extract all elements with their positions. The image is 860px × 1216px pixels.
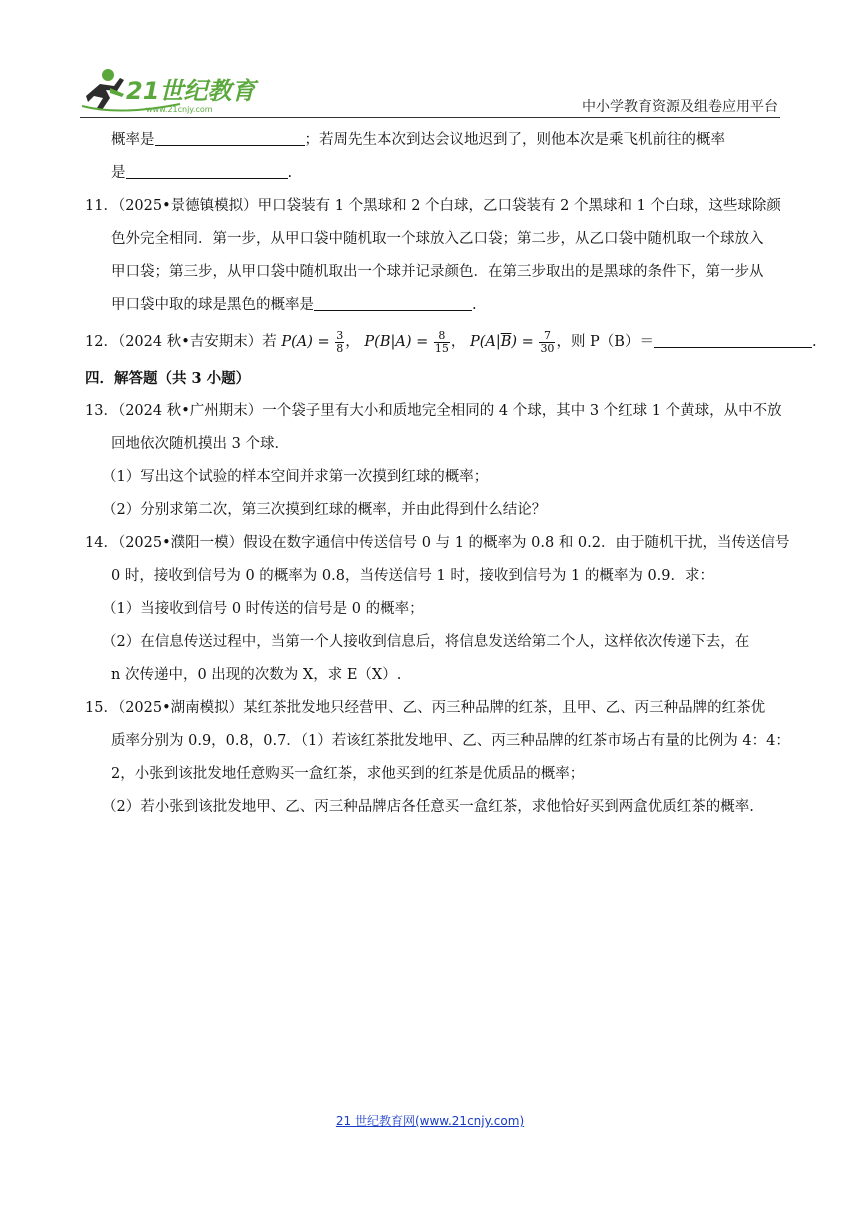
q11-line: 甲口袋；第三步，从甲口袋中随机取出一个球并记录颜色．在第三步取出的是黑球的条件下，第一步从 bbox=[111, 264, 764, 280]
q10-continuation-line1: 概率是 ；若周先生本次到达会议地迟到了，则他本次是乘飞机前往的概率 bbox=[85, 124, 779, 157]
question-12 bbox=[85, 322, 817, 362]
fraction: $\frac{7}{30}$ bbox=[540, 328, 555, 355]
answer-blank bbox=[126, 160, 288, 179]
question-13 bbox=[85, 395, 782, 527]
logo-url: www.21cnjy.com bbox=[146, 105, 213, 114]
q11-line: 11．（2025•景德镇模拟）甲口袋装有 1 个黑球和 2 个白球，乙口袋装有 2 个黑球和 1 个白球，这些球除颜 bbox=[85, 198, 781, 214]
q13-subquestion: （2）分别求第二次，第三次摸到红球的概率，并由此得到什么结论？ bbox=[102, 502, 547, 518]
q15-subquestion: （2）若小张到该批发地甲、乙、丙三种品牌店各任意买一盒红茶，求他恰好买到两盒优质红茶的概率. bbox=[102, 799, 754, 815]
question-11 bbox=[85, 190, 779, 322]
q15-line: 15．（2025•湖南模拟）某红茶批发地只经营甲、乙、丙三种品牌的红茶，且甲、乙、丙三种品牌的红茶优 bbox=[85, 700, 766, 716]
q11-line: 甲口袋中取的球是黑色的概率是 . bbox=[85, 289, 779, 322]
footer-link[interactable]: 21 世纪教育网(www.21cnjy.com) bbox=[335, 1114, 525, 1128]
question-14 bbox=[85, 527, 790, 692]
answer-blank bbox=[155, 127, 305, 146]
q11-line: 色外完全相同．第一步，从甲口袋中随机取一个球放入乙口袋；第二步，从乙口袋中随机取一个球放入 bbox=[111, 231, 764, 247]
platform-name: 中小学教育资源及组卷应用平台 bbox=[582, 99, 778, 115]
fraction: $\frac{3}{8}$ bbox=[336, 328, 344, 355]
answer-blank bbox=[314, 292, 472, 311]
q13-line: 回地依次随机摸出 3 个球． bbox=[111, 436, 289, 452]
fraction: $\frac{8}{15}$ bbox=[434, 328, 449, 355]
q13-subquestion: （1）写出这个试验的样本空间并求第一次摸到红球的概率； bbox=[102, 469, 489, 485]
document-body bbox=[85, 124, 817, 824]
q15-line: 2，小张到该批发地任意购买一盒红茶，求他买到的红茶是优质品的概率； bbox=[111, 766, 585, 782]
q14-subquestion: n 次传递中，0 出现的次数为 X，求 E（X）. bbox=[111, 667, 402, 683]
q14-line: 14．（2025•濮阳一模）假设在数字通信中传送信号 0 与 1 的概率为 0.8 和 0.2．由于随机干扰，当传送信号 bbox=[85, 535, 790, 551]
answer-blank bbox=[654, 329, 812, 348]
page-header bbox=[80, 66, 780, 116]
q13-line: 13．（2024 秋•广州期末）一个袋子里有大小和质地完全相同的 4 个球，其中 3 个红球 1 个黄球，从中不放 bbox=[85, 403, 782, 419]
logo bbox=[80, 66, 270, 116]
q14-subquestion: （1）当接收到信号 0 时传送的信号是 0 的概率； bbox=[102, 601, 424, 617]
q10-continuation-line2: 是 . bbox=[85, 157, 779, 190]
section-heading: 四．解答题（共 3 小题） bbox=[85, 370, 251, 387]
q14-subquestion: （2）在信息传送过程中，当第一个人接收到信息后，将信息发送给第二个人，这样依次传递下去，在 bbox=[102, 634, 750, 650]
q15-line: 质率分别为 0.9，0.8，0.7．（1）若该红茶批发地甲、乙、丙三种品牌的红茶市场占有量的比例为 4：4： bbox=[111, 733, 790, 749]
question-15 bbox=[85, 692, 790, 824]
q12-line: 12．（2024 秋•吉安期末）若 P(A) = $\frac{3}{8}$ ， P(B|A) = $\frac{8}{15}$ ， $P(A|\overline{B})$ = $\frac{7}{30}$ ，则 P（B）＝ . bbox=[85, 328, 817, 355]
runner-logo-icon bbox=[80, 66, 270, 116]
q14-line: 0 时，接收到信号为 0 的概率为 0.8，当传送信号 1 时，接收到信号为 1 的概率为 0.9．求： bbox=[111, 568, 715, 584]
logo-text: 21世纪教育 bbox=[126, 77, 256, 105]
header-divider bbox=[80, 117, 780, 118]
